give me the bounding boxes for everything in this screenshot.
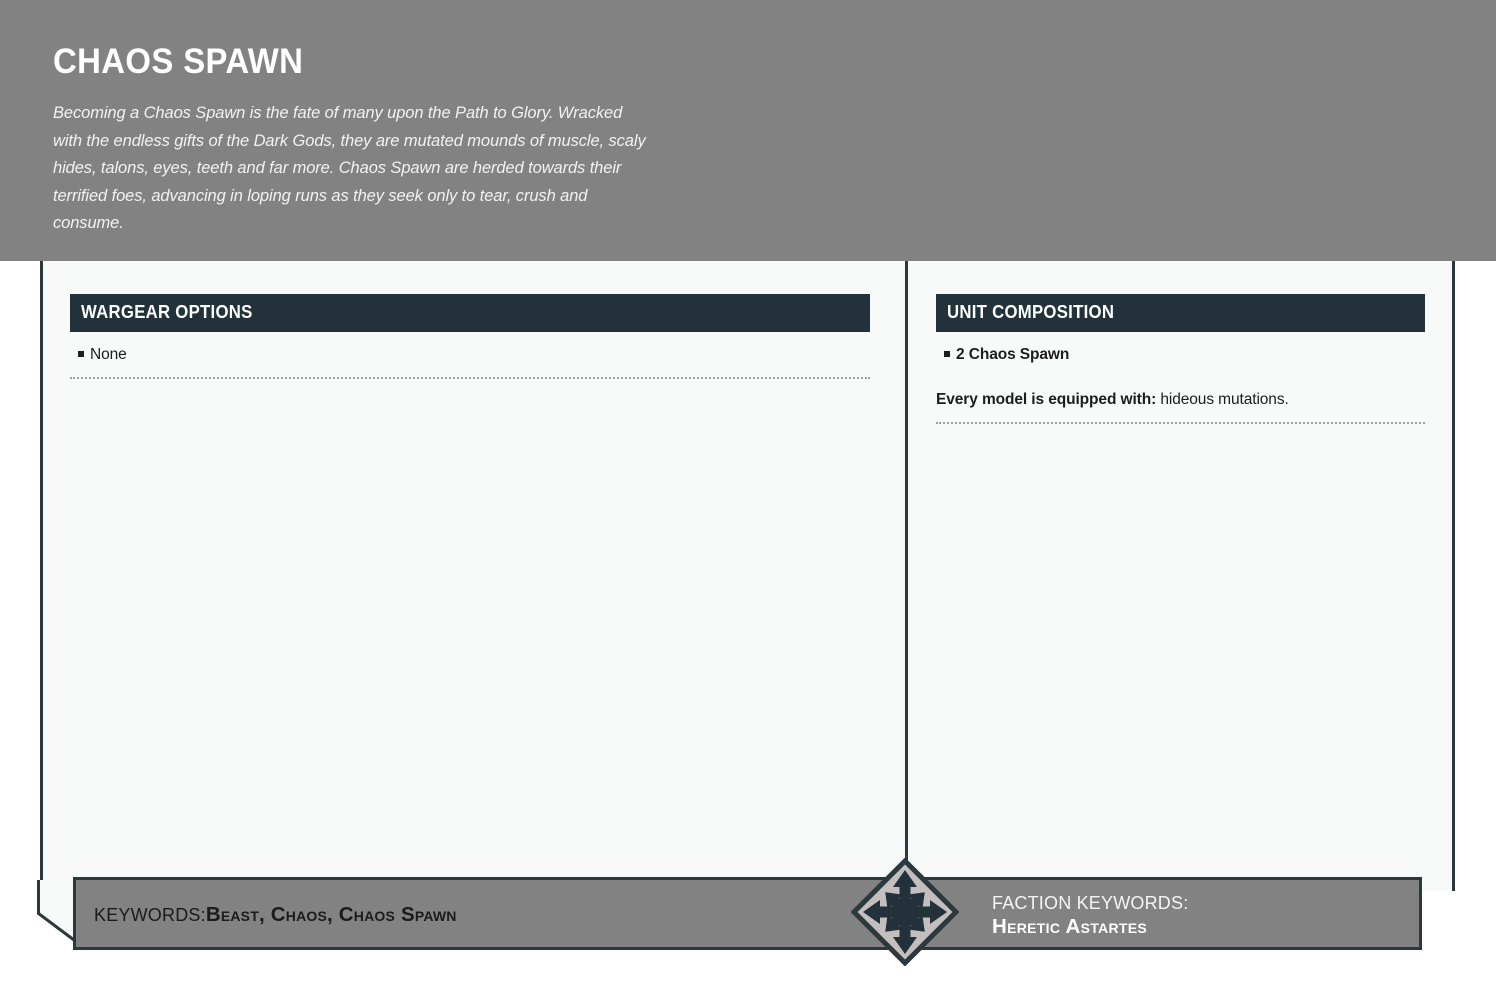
dotted-separator (70, 377, 870, 379)
wargear-options-body (70, 332, 870, 379)
list-item (70, 332, 870, 377)
unit-composition-header (936, 294, 1425, 332)
unit-flavour-text: Becoming a Chaos Spawn is the fate of many upon the Path to Glory. Wracked with the endless gifts of the Dark Gods, they are mutated mounds of muscle, scaly hides, talons, eyes, teeth and far more. Chaos Spawn are herded towards their terrified foes, advancing in loping runs as they seek only to tear, crush and consume. (53, 104, 646, 232)
list-item (936, 332, 1425, 377)
wargear-options-panel (70, 294, 870, 379)
wargear-options-header-label: WARGEAR OPTIONS (81, 302, 253, 322)
unit-equipment-row (936, 377, 1425, 422)
column-divider (905, 261, 908, 862)
dotted-separator (936, 422, 1425, 424)
unit-composition-panel (936, 294, 1425, 424)
keywords-line (94, 903, 457, 927)
keywords-label: KEYWORDS: (94, 905, 206, 925)
faction-keywords-block (992, 891, 1188, 939)
unit-composition-model-count: 2 Chaos Spawn (956, 346, 1070, 363)
square-bullet-icon (78, 351, 84, 357)
unit-composition-body (936, 332, 1425, 424)
equipment-lead-label: Every model is equipped with: (936, 391, 1157, 408)
faction-keywords-values: Heretic Astartes (992, 915, 1147, 938)
faction-keywords-label: FACTION KEYWORDS: (992, 893, 1189, 913)
keywords-bar (73, 877, 1422, 950)
page-title: CHAOS SPAWN (53, 42, 304, 81)
wargear-option-label: None (90, 346, 127, 363)
keywords-values: Beast, Chaos, Chaos Spawn (205, 903, 457, 926)
square-bullet-icon (944, 351, 950, 357)
equipment-value-label: hideous mutations. (1156, 391, 1289, 408)
unit-composition-header-label: UNIT COMPOSITION (947, 302, 1115, 322)
wargear-options-header (70, 294, 870, 332)
chaos-star-icon (851, 858, 959, 966)
datasheet-header-band (0, 0, 1496, 261)
